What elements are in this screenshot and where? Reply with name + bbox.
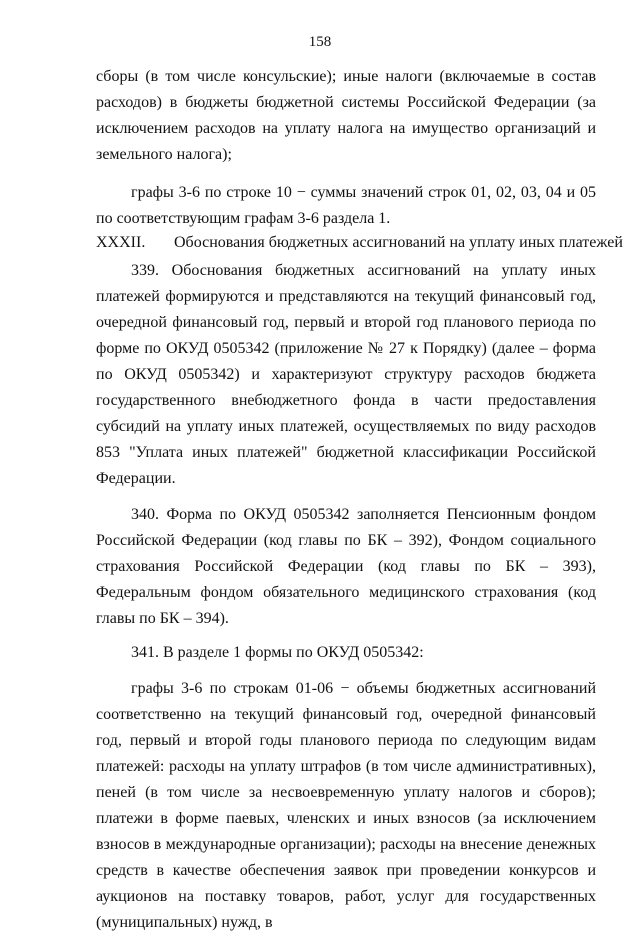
intro-paragraph: сборы (в том числе консульские); иные налоги (включаемые в состав расходов) в бюджеты бюджетной системы Российской Федерации (за исключением расходов на уплату налога на имущество организаций и земельного налога); — [96, 68, 596, 163]
paragraph-341-columns: графы 3-6 по строкам 01-06 − объемы бюджетных ассигнований соответственно на текущий финансовый год, очередной финансовый год, первый и второй годы планового периода по следующим видам платежей: расходы на уплату штрафов (в том числе административных), пеней (в том числе за несвоевременную уплату налогов и сборов); платежи в форме паевых, членских и иных взносов (за исключением взносов в международные организации); расходы на внесение денежных средств в качестве обеспечения заявок при проведении конкурсов и аукционов на поставку товаров, работ, услуг для государственных (муниципальных) нужд, в — [96, 680, 596, 931]
section-heading — [96, 230, 623, 256]
page-number: 158 — [308, 34, 332, 50]
section-title: Обоснования бюджетных ассигнований на уплату иных платежей — [174, 234, 623, 251]
intro-block — [96, 64, 596, 232]
paragraph-340: 340. Форма по ОКУД 0505342 заполняется Пенсионным фондом Российской Федерации (код главы по БК – 392), Фондом социального страхования Российской Федерации (код главы по БК – 393), Федеральным фондом обязательного медицинского страхования (код главы по БК – 394). — [96, 506, 596, 627]
intro-summary-paragraph: графы 3-6 по строке 10 − суммы значений строк 01, 02, 03, 04 и 05 по соответствующим графам 3-6 раздела 1. — [96, 184, 596, 227]
paragraph-341: 341. В разделе 1 формы по ОКУД 0505342: — [131, 644, 424, 661]
paragraph-339: 339. Обоснования бюджетных ассигнований на уплату иных платежей формируются и представляются на текущий финансовый год, очередной финансовый год, первый и второй год планового периода по форме по ОКУД 0505342 (приложение № 27 к Порядку) (далее – форма по ОКУД 0505342) и характеризуют структуру расходов бюджета государственного внебюджетного фонда в части предоставления субсидий на уплату иных платежей, осуществляемых по виду расходов 853 "Уплата иных платежей" бюджетной классификации Российской Федерации. — [96, 262, 596, 487]
section-number: XXXII. — [96, 234, 146, 251]
section-body — [96, 258, 596, 936]
